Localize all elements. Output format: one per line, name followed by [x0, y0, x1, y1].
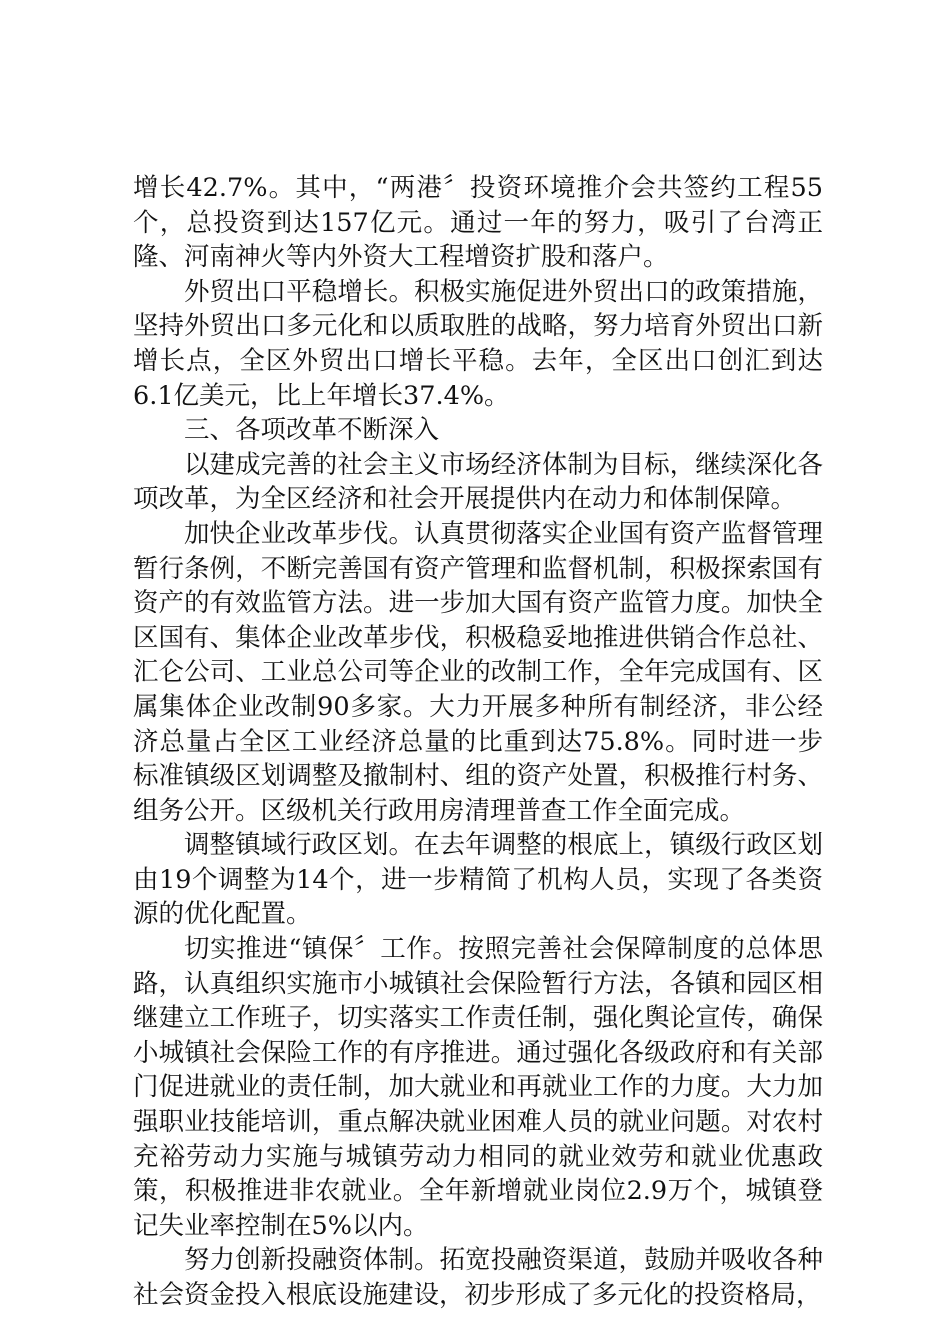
- paragraph-investment-growth: 增长42.7%。其中，“两港〞投资环境推介会共签约工程55个，总投资到达157亿元。通过一年的努力，吸引了台湾正隆、河南神火等内外资大工程增资扩股和落户。: [133, 173, 823, 273]
- section-heading-reform: 三、各项改革不断深入: [184, 415, 440, 446]
- paragraph-investment-financing: 努力创新投融资体制。拓宽投融资渠道，鼓励并吸收各种社会资金投入根底设施建设，初步形成了多元化的投资格局，: [133, 1245, 823, 1310]
- paragraph-foreign-trade-export: 外贸出口平稳增长。积极实施促进外贸出口的政策措施，坚持外贸出口多元化和以质取胜的战略，努力培育外贸出口新增长点，全区外贸出口增长平稳。去年，全区出口创汇到达6.1亿美元，比上年增长37.4%。: [133, 276, 823, 411]
- document-body: [133, 171, 823, 1313]
- paragraph-town-administrative-division: 调整镇域行政区划。在去年调整的根底上，镇级行政区划由19个调整为14个，进一步精简了机构人员，实现了各类资源的优化配置。: [133, 830, 823, 930]
- paragraph-reform-goal: 以建成完善的社会主义市场经济体制为目标，继续深化各项改革，为全区经济和社会开展提供内在动力和体制保障。: [133, 449, 823, 515]
- paragraph-town-insurance: 切实推进“镇保〞工作。按照完善社会保障制度的总体思路，认真组织实施市小城镇社会保险暂行方法，各镇和园区相继建立工作班子，切实落实工作责任制，强化舆论宣传，确保小城镇社会保险工作的有序推进。通过强化各级政府和有关部门促进就业的责任制，加大就业和再就业工作的力度。大力加强职业技能培训，重点解决就业困难人员的就业问题。对农村充裕劳动力实施与城镇劳动力相同的就业效劳和就业优惠政策，积极推进非农就业。全年新增就业岗位2.9万个，城镇登记失业率控制在5%以内。: [133, 934, 823, 1241]
- paragraph-enterprise-reform: 加快企业改革步伐。认真贯彻落实企业国有资产监督管理暂行条例，不断完善国有资产管理和监督机制，积极探索国有资产的有效监管方法。进一步加大国有资产监管力度。加快全区国有、集体企业改革步伐，积极稳妥地推进供销合作总社、汇仑公司、工业总公司等企业的改制工作，全年完成国有、区属集体企业改制90多家。大力开展多种所有制经济，非公经济总量占全区工业经济总量的比重到达75.8%。同时进一步标准镇级区划调整及撤制村、组的资产处置，积极推行村务、组务公开。区级机关行政用房清理普查工作全面完成。: [133, 518, 823, 826]
